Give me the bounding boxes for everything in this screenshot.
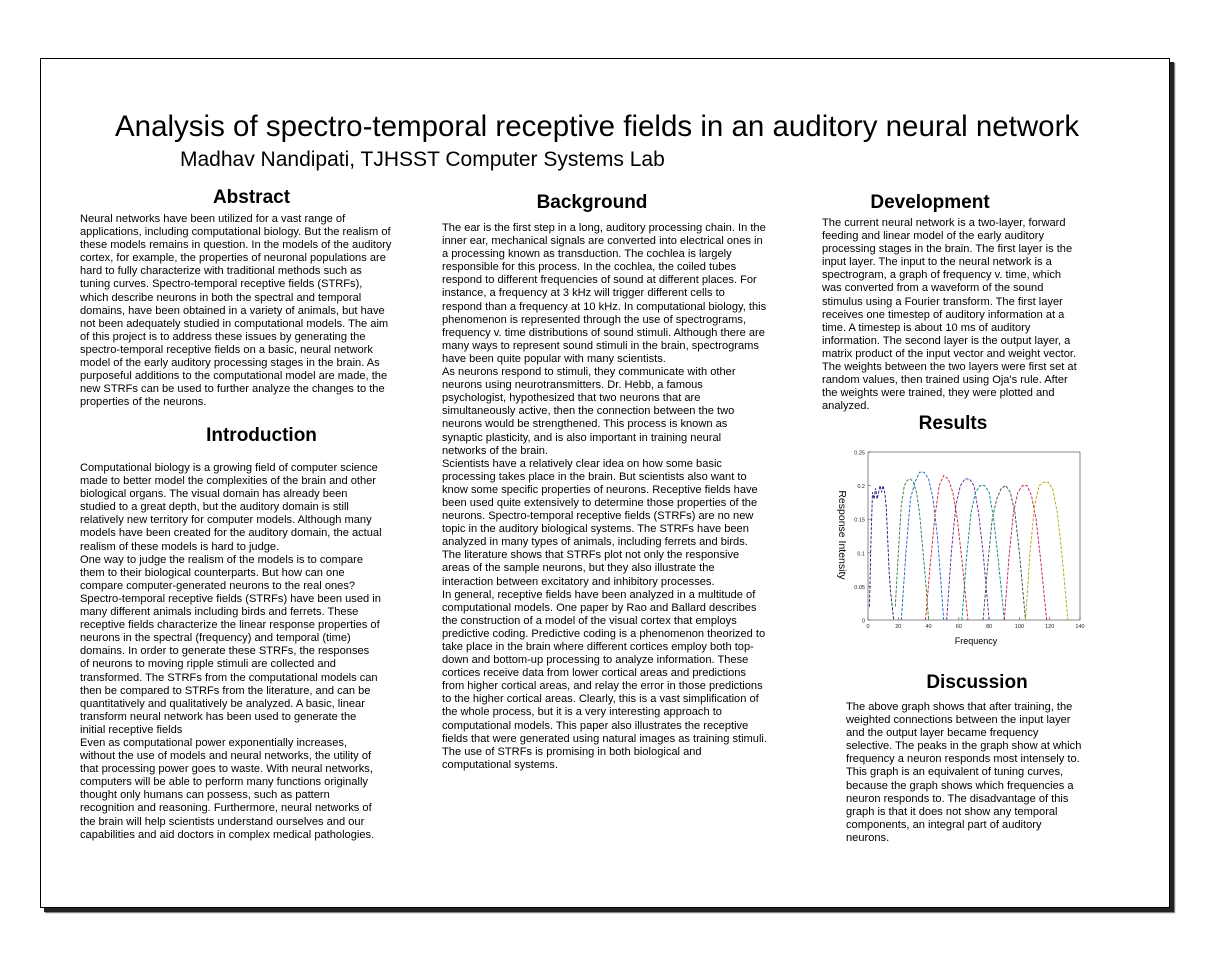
series-line-5 bbox=[947, 479, 989, 620]
series-line-9 bbox=[1026, 482, 1068, 620]
series-line-7 bbox=[983, 486, 1025, 620]
x-tick-label: 140 bbox=[1075, 624, 1085, 630]
poster-title: Analysis of spectro-temporal receptive fields in an auditory neural network bbox=[115, 110, 1080, 143]
chart-x-ticks bbox=[866, 617, 1084, 630]
results-heading: Results bbox=[918, 413, 988, 434]
background-heading: Background bbox=[536, 192, 648, 213]
y-tick-label: 0.15 bbox=[854, 517, 865, 524]
abstract-text: Neural networks have been utilized for a vast range of applications, including computational biology. But the realism of these models remains in question. In the models of the auditory cortex, for example, the properties of neuronal populations are hard to fully characterize with traditional methods such as tuning curves. Spectro-temporal receptive fields (STRFs), which describe neurons in both the spectral and temporal domains, have been obtained in a variety of animals, but have not been adequately studied in computational models. The aim of this project is to address these issues by generating the spectro-temporal receptive fields on a basic, neural network model of the early auditory processing stages in the brain. As purposeful additions to the computational model are made, the new STRFs can be used to further analyze the changes to the properties of the neurons. bbox=[80, 213, 392, 409]
abstract-heading: Abstract bbox=[212, 187, 291, 208]
poster-author: Madhav Nandipati, TJHSST Computer Systems Lab bbox=[180, 148, 665, 171]
introduction-heading: Introduction bbox=[206, 425, 317, 446]
discussion-text: The above graph shows that after training, the weighted connections between the input layer and the output layer became frequency selective. The peaks in the graph show at which frequency a neuron responds most intensely to. This graph is an equivalent of tuning curves, because the graph shows which frequencies a neuron responds to. The disadvantage of this graph is that it does not show any temporal components, an integral part of auditory neurons. bbox=[846, 701, 1082, 844]
y-tick-label: 0 bbox=[861, 618, 865, 625]
y-tick-label: 0.25 bbox=[854, 450, 865, 457]
y-tick-label: 0.05 bbox=[854, 584, 865, 591]
series-line-1 bbox=[870, 486, 894, 620]
plot-area-border bbox=[868, 452, 1080, 620]
x-tick-label: 20 bbox=[895, 624, 902, 630]
x-tick-label: 60 bbox=[955, 624, 962, 630]
chart-x-axis-label: Frequency bbox=[954, 636, 998, 646]
introduction-text: Computational biology is a growing field of computer science made to better model the complexities of the brain and other biological organs. The visual domain has already been studied to a great depth, but the auditory domain is still relatively new territory for computer models. Although many models have been created for the auditory domain, the actual realism of these models is hard to judge. One way to judge the realism of the models is to compare them to their biological counterparts. But how can one compare computer-generated neurons to the real ones? Spectro-temporal receptive fields (STRFs) have been used in many different animals including birds and ferrets. These receptive fields characterize the linear response properties of neurons in the spectral (frequency) and temporal (time) domains. In order to generate these STRFs, the responses of neurons to moving ripple stimuli are collected and transformed. The STRFs from the computational models can then be compared to STRFs from the literature, and can be quantitatively and qualitatively be analyzed. A basic, linear transform neural network has been used to generate the initial receptive fields Even as computational power exponentially increases, without the use of models and neural networks, the utility of that processing power goes to waste. With neural networks, computers will be able to perform many functions originally thought only humans can possess, such as pattern recognition and reasoning. Furthermore, neural networks of the brain will help scientists understand ourselves and our capabilities and aid doctors in complex medical pathologies. bbox=[80, 462, 382, 841]
y-tick-label: 0.2 bbox=[857, 484, 865, 491]
discussion-heading: Discussion bbox=[926, 672, 1028, 693]
results-chart bbox=[830, 442, 1092, 652]
x-tick-label: 100 bbox=[1014, 624, 1025, 630]
x-tick-label: 120 bbox=[1045, 624, 1055, 630]
series-line-2 bbox=[895, 479, 928, 620]
development-heading: Development bbox=[870, 192, 990, 213]
chart-y-axis-label: Response Intensity bbox=[836, 490, 848, 580]
y-tick-label: 0.1 bbox=[857, 551, 865, 558]
series-line-6 bbox=[962, 486, 1004, 620]
x-tick-label: 80 bbox=[986, 624, 993, 630]
chart-y-ticks bbox=[854, 451, 871, 625]
development-text: The current neural network is a two-layer, forward feeding and linear model of the early auditory processing stages in the brain. The first layer is the input layer. The input to the neural network is a spectrogram, a graph of frequency v. time, which was converted from a waveform of the sound stimulus using a Fourier transform. The first layer receives one timestep of auditory information at a time. A timestep is about 10 ms of auditory information. The second layer is the output layer, a matrix product of the input vector and weight vector. The weights between the two layers were first set at random values, then trained using Oja's rule. After the weights were trained, they were plotted and analyzed. bbox=[822, 217, 1077, 413]
series-line-8 bbox=[1004, 486, 1046, 620]
x-tick-label: 0 bbox=[866, 624, 870, 630]
background-text: The ear is the first step in a long, auditory processing chain. In the inner ear, mechanical signals are converted into electrical ones in a processing known as transduction. The cochlea is largely responsible for this process. In the cochlea, the coiled tubes respond to different frequencies of sound at different places. For instance, a frequency at 3 kHz will trigger different cells to respond than a frequency at 10 kHz. In computational biology, this phenomenon is represented through the use of spectrograms, frequency v. time distributions of sound stimuli. Although there are many ways to represent sound stimuli in the brain, spectrograms have been quite popular with many scientists. As neurons respond to stimuli, they communicate with other neurons using neurotransmitters. Dr. Hebb, a famous psychologist, hypothesized that two neurons that are simultaneously active, then the connection between the two neurons would be strengthened. This process is known as synaptic plasticity, and is also important in training neural networks of the brain. Scientists have a relatively clear idea on how some basic processing takes place in the brain. But scientists also want to know some specific properties of neurons. Receptive fields have been used quite extensively to determine those properties of the neurons. Spectro-temporal receptive fields (STRFs) are no new topic in the auditory biological systems. The STRFs have been analyzed in many types of animals, including ferrets and birds. The literature shows that STRFs plot not only the responsive areas of the sample neurons, but they also illustrate the interaction between excitatory and inhibitory processes. In general, receptive fields have been analyzed in a multitude of computational models. One paper by Rao and Ballard describes the construction of a model of the visual cortex that employs predictive coding. Predictive coding is a phenomenon theorized to take place in the brain where different cortices employ both top- down and bottom-up processing to analyze information. These cortices receive data from lower cortical areas and predictions from higher cortical areas, and relay the error in those predictions to the higher cortical areas. Clearly, this is a vast simplification of the whole process, but it is a very interesting approach to computational models. This paper also illustrates the receptive fields that were generated using natural images as training stimuli. The use of STRFs is promising in both biological and computational systems. bbox=[442, 222, 767, 771]
chart-frame bbox=[868, 452, 1080, 620]
series-line-4 bbox=[926, 476, 968, 621]
chart-series-lines bbox=[870, 472, 1068, 620]
x-tick-label: 40 bbox=[925, 624, 932, 630]
